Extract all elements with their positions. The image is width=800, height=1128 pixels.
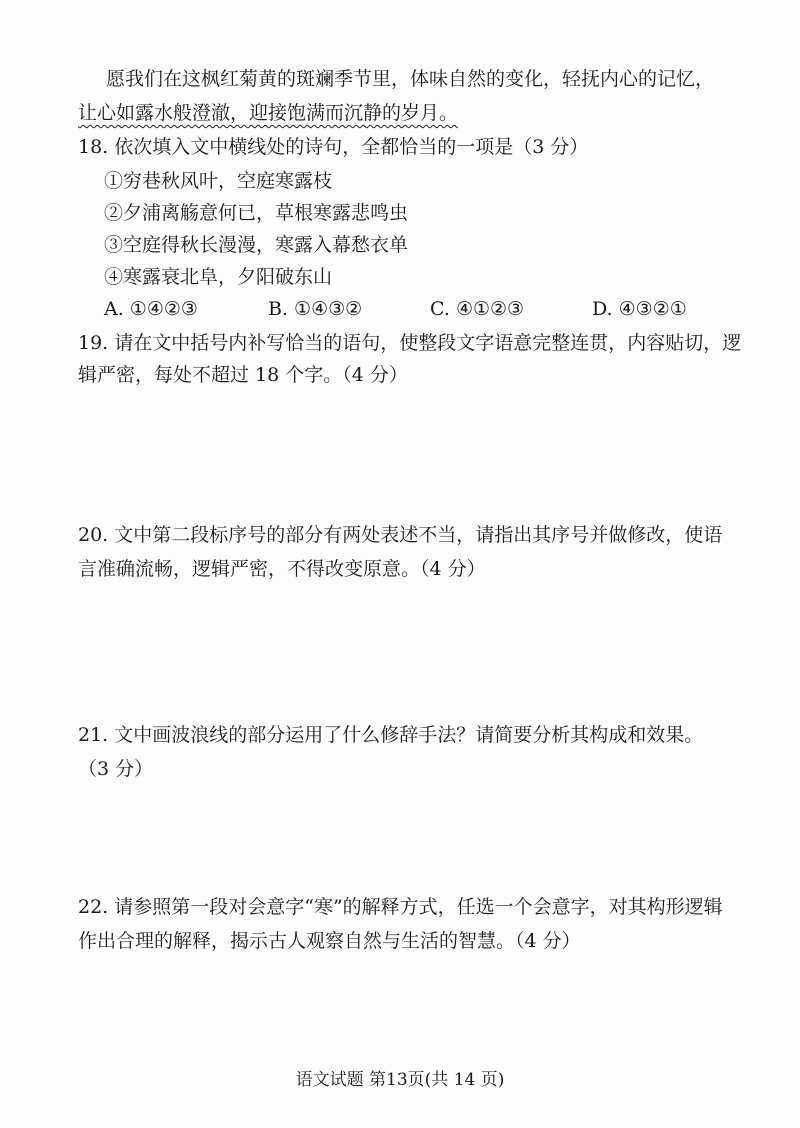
q18-item-4: ④寒露衰北阜，夕阳破东山 (104, 266, 333, 288)
q18-option-a: A. ①④②③ (104, 298, 198, 320)
q18-item-2: ②夕浦离觞意何已，草根寒露悲鸣虫 (104, 202, 409, 224)
passage-line-1: 愿我们在这枫红菊黄的斑斓季节里，体味自然的变化，轻抚内心的记忆， (106, 68, 715, 90)
question-18-stem: 18. 依次填入文中横线处的诗句，全都恰当的一项是（3 分） (78, 136, 589, 158)
question-21-line-1: 21. 文中画波浪线的部分运用了什么修辞手法？请简要分析其构成和效果。 (78, 724, 704, 746)
q18-item-3: ③空庭得秋长漫漫，寒露入幕愁衣单 (104, 234, 409, 256)
question-19-line-1: 19. 请在文中括号内补写恰当的语句，使整段文字语意完整连贯，内容贴切，逻 (78, 332, 742, 354)
question-20-line-2: 言准确流畅，逻辑严密，不得改变原意。（4 分） (78, 558, 486, 580)
q18-option-d: D. ④③②① (592, 298, 687, 320)
page-footer: 语文试题 第13页(共 14 页) (295, 1070, 505, 1090)
q18-item-1: ①穷巷秋风叶，空庭寒露枝 (104, 170, 333, 192)
question-20-line-1: 20. 文中第二段标序号的部分有两处表述不当，请指出其序号并做修改，使语 (78, 524, 723, 546)
question-21-line-2: （3 分） (78, 758, 154, 780)
q18-option-b: B. ①④③② (268, 298, 363, 320)
q18-option-c: C. ④①②③ (430, 298, 525, 320)
question-19-line-2: 辑严密，每处不超过 18 个字。（4 分） (78, 364, 408, 386)
question-22-line-1: 22. 请参照第一段对会意字“寒”的解释方式，任选一个会意字，对其构形逻辑 (78, 896, 723, 918)
question-22-line-2: 作出合理的解释，揭示古人观察自然与生活的智慧。（4 分） (78, 930, 581, 952)
wavy-underlined-text: 让心如露水般澄澈，迎接饱满而沉静的岁月。 (78, 102, 459, 124)
passage-line-2 (78, 100, 458, 126)
